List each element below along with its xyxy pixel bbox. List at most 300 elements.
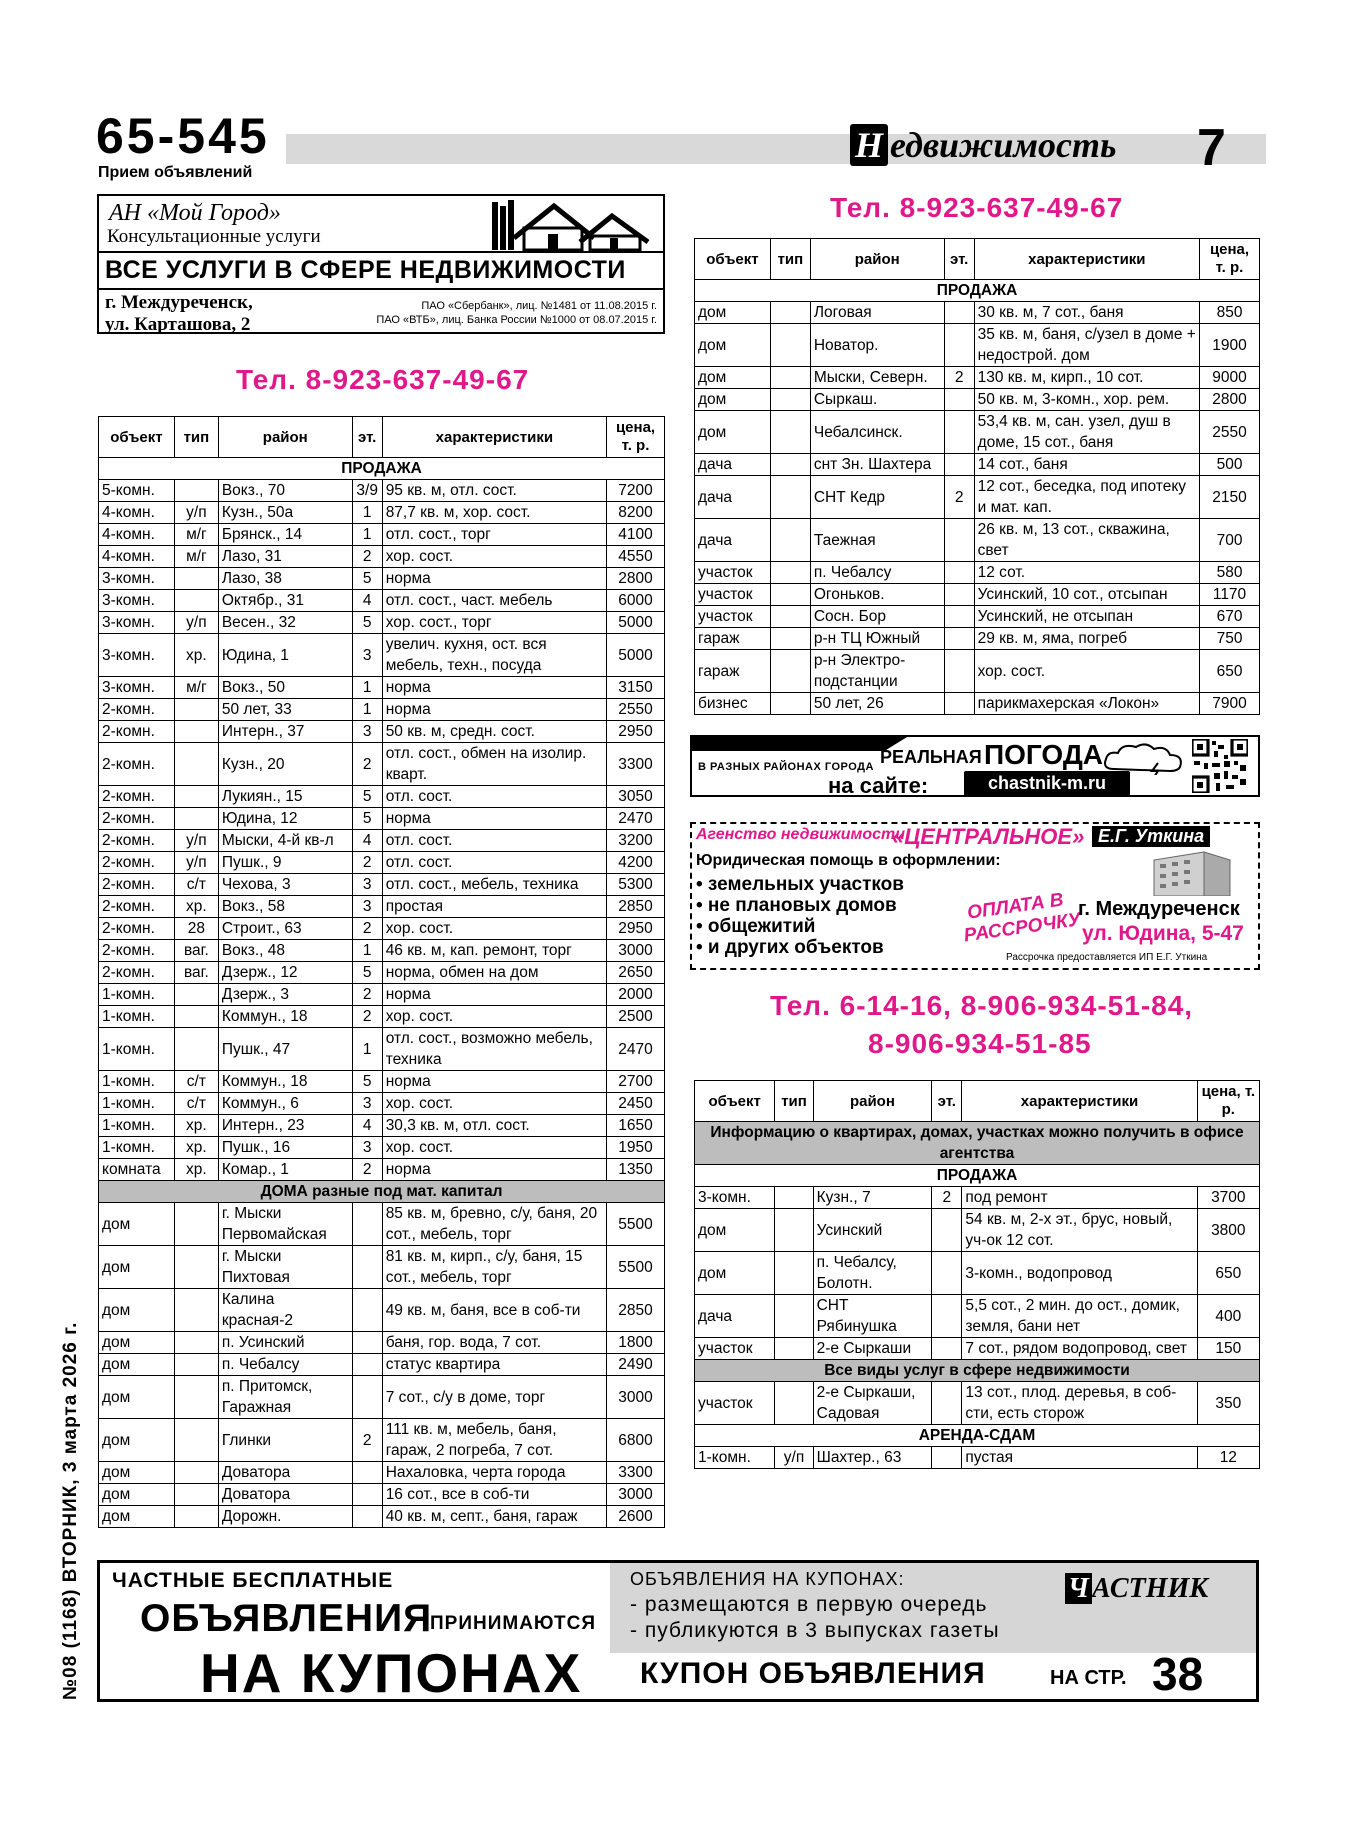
cell-floor xyxy=(944,324,974,367)
cell-floor xyxy=(352,1203,382,1246)
cell-floor xyxy=(352,1332,382,1354)
table-row xyxy=(99,852,665,874)
cell-object: дача xyxy=(695,454,771,476)
weather-banner[interactable] xyxy=(690,735,1260,797)
table-row xyxy=(99,874,665,896)
cell-floor xyxy=(944,693,974,715)
cell-price: 5000 xyxy=(607,612,665,634)
table-row xyxy=(695,693,1260,715)
cell-district: Мыски, Северн. xyxy=(810,367,944,389)
cell-chars: хор. сост. xyxy=(382,1137,606,1159)
table-row xyxy=(99,502,665,524)
cell-type: м/г xyxy=(174,524,218,546)
cell-district: р-н Электро-подстанции xyxy=(810,650,944,693)
cell-price: 150 xyxy=(1197,1338,1259,1360)
coupon-page-label: НА СТР. xyxy=(1050,1667,1127,1689)
cell-chars: 46 кв. м, кап. ремонт, торг xyxy=(382,940,606,962)
cell-district: Шахтер., 63 xyxy=(813,1447,932,1469)
cell-price: 2450 xyxy=(607,1093,665,1115)
table-header xyxy=(99,417,665,458)
right-listings-table xyxy=(694,238,1260,715)
cell-district: СНТ Кедр xyxy=(810,476,944,519)
cell-type xyxy=(174,1332,218,1354)
table-row xyxy=(99,1028,665,1071)
cell-object: участок xyxy=(695,562,771,584)
cell-price: 2550 xyxy=(1200,411,1260,454)
col-floor: эт. xyxy=(944,239,974,280)
table-row xyxy=(695,1447,1260,1469)
cell-chars: отл. сост., мебель, техника xyxy=(382,874,606,896)
cell-chars: отл. сост. xyxy=(382,830,606,852)
cell-floor: 3 xyxy=(352,634,382,677)
cell-type xyxy=(770,562,810,584)
cell-object: 2-комн. xyxy=(99,852,175,874)
header-bar xyxy=(286,134,1266,164)
cell-district: Чебалсинск. xyxy=(810,411,944,454)
coupon-free: ЧАСТНЫЕ БЕСПЛАТНЫЕ xyxy=(112,1569,394,1592)
table-row xyxy=(695,302,1260,324)
cell-chars: отл. сост., возможно мебель, техника xyxy=(382,1028,606,1071)
cell-price: 7900 xyxy=(1200,693,1260,715)
table-row xyxy=(695,454,1260,476)
cell-chars: 54 кв. м, 2-х эт., брус, новый, уч-ок 12 сот. xyxy=(962,1209,1197,1252)
cell-district: Интерн., 23 xyxy=(218,1115,352,1137)
table-row xyxy=(99,1332,665,1354)
cell-object: 1-комн. xyxy=(99,984,175,1006)
cell-chars: 12 сот., беседка, под ипотеку и мат. кап. xyxy=(974,476,1199,519)
cell-price: 2850 xyxy=(607,896,665,918)
table-row xyxy=(695,628,1260,650)
table-row xyxy=(99,568,665,590)
cell-floor: 4 xyxy=(352,590,382,612)
col-price: цена, т. р. xyxy=(1200,239,1260,280)
cell-price: 7200 xyxy=(607,480,665,502)
divider xyxy=(99,251,663,253)
cell-object: 3-комн. xyxy=(99,612,175,634)
cell-type xyxy=(770,628,810,650)
cell-price: 2700 xyxy=(607,1071,665,1093)
cell-floor xyxy=(944,606,974,628)
divider xyxy=(99,288,663,290)
table-row xyxy=(99,1246,665,1289)
cell-district: 2-е Сыркаши xyxy=(813,1338,932,1360)
cell-object: дом xyxy=(695,324,771,367)
header-phone-caption: Прием объявлений xyxy=(98,164,253,181)
col-price: цена, т. р. xyxy=(1197,1081,1259,1122)
table-row xyxy=(99,590,665,612)
cell-district: Весен., 32 xyxy=(218,612,352,634)
cell-chars: пустая xyxy=(962,1447,1197,1469)
cell-district: Октябр., 31 xyxy=(218,590,352,612)
cell-object: 2-комн. xyxy=(99,896,175,918)
cell-object: участок xyxy=(695,1382,775,1425)
cell-type xyxy=(174,1462,218,1484)
cell-type: ваг. xyxy=(174,962,218,984)
cell-object: дом xyxy=(99,1246,175,1289)
table-row xyxy=(695,411,1260,454)
agency-ad xyxy=(97,194,665,334)
weather-small-text: В РАЗНЫХ РАЙОНАХ ГОРОДА xyxy=(698,761,874,773)
cell-price: 3700 xyxy=(1197,1187,1259,1209)
cell-type xyxy=(770,584,810,606)
cell-chars: 130 кв. м, кирп., 10 сот. xyxy=(974,367,1199,389)
cell-object: 2-комн. xyxy=(99,940,175,962)
cell-district: Доватора xyxy=(218,1484,352,1506)
table-row xyxy=(695,650,1260,693)
table-row xyxy=(99,1115,665,1137)
col-object: объект xyxy=(695,239,771,280)
table-row xyxy=(99,896,665,918)
cell-price: 5300 xyxy=(607,874,665,896)
cell-district: Вокз., 50 xyxy=(218,677,352,699)
cell-type xyxy=(770,519,810,562)
cell-district: п. Усинский xyxy=(218,1332,352,1354)
table-row xyxy=(695,1209,1260,1252)
cell-object: дом xyxy=(695,367,771,389)
cell-chars: 35 кв. м, баня, с/узел в доме + недострой. дом xyxy=(974,324,1199,367)
cell-object: гараж xyxy=(695,650,771,693)
agency-subtitle: Консультационные услуги xyxy=(107,226,321,247)
cell-chars: 50 кв. м, средн. сост. xyxy=(382,721,606,743)
cell-type xyxy=(775,1187,813,1209)
table-row xyxy=(695,1382,1260,1425)
cell-chars: 49 кв. м, баня, все в соб-ти xyxy=(382,1289,606,1332)
cell-chars: простая xyxy=(382,896,606,918)
cell-district: п. Притомск, Гаражная xyxy=(218,1376,352,1419)
cell-price: 700 xyxy=(1200,519,1260,562)
cell-type xyxy=(775,1382,813,1425)
cell-price: 2650 xyxy=(607,962,665,984)
table-row xyxy=(99,918,665,940)
houses-icon xyxy=(484,198,654,252)
cell-object: 1-комн. xyxy=(99,1028,175,1071)
cell-type: хр. xyxy=(174,896,218,918)
cell-floor: 2 xyxy=(944,476,974,519)
cell-chars: хор. сост., торг xyxy=(382,612,606,634)
cell-price: 9000 xyxy=(1200,367,1260,389)
table-row xyxy=(695,1187,1260,1209)
table-row xyxy=(99,830,665,852)
cell-floor: 1 xyxy=(352,1028,382,1071)
cell-district: Кузн., 7 xyxy=(813,1187,932,1209)
cell-type: м/г xyxy=(174,677,218,699)
col-chars: характеристики xyxy=(382,417,606,458)
cell-floor: 1 xyxy=(352,677,382,699)
cell-object: 1-комн. xyxy=(99,1006,175,1028)
central-address: ул. Юдина, 5-47 xyxy=(1082,922,1244,945)
cell-price: 650 xyxy=(1197,1252,1259,1295)
cell-object: дом xyxy=(695,302,771,324)
cell-price: 1350 xyxy=(607,1159,665,1181)
weather-site-link[interactable]: chastnik-m.ru xyxy=(964,771,1130,796)
coupon-page-number: 38 xyxy=(1152,1648,1204,1700)
central-note: Рассрочка предоставляется ИП Е.Г. Уткина xyxy=(1006,952,1208,963)
cell-chars: 13 сот., плод. деревья, в соб-сти, есть сторож xyxy=(962,1382,1197,1425)
cell-chars: норма xyxy=(382,1159,606,1181)
list-item: • земельных участков xyxy=(696,874,904,895)
cell-chars: Усинский, не отсыпан xyxy=(974,606,1199,628)
table-row xyxy=(99,1376,665,1419)
cell-floor xyxy=(944,411,974,454)
agency-headline: ВСЕ УСЛУГИ В СФЕРЕ НЕДВИЖИМОСТИ xyxy=(105,256,626,284)
cell-district: Комар., 1 xyxy=(218,1159,352,1181)
cell-district: Лазо, 38 xyxy=(218,568,352,590)
table-row xyxy=(99,808,665,830)
cell-floor: 5 xyxy=(352,786,382,808)
table-row xyxy=(695,324,1260,367)
cell-district: Кузн., 50а xyxy=(218,502,352,524)
cell-floor: 2 xyxy=(352,743,382,786)
cell-floor xyxy=(932,1209,962,1252)
cell-price: 8200 xyxy=(607,502,665,524)
cell-type: у/п xyxy=(775,1447,813,1469)
cell-price: 500 xyxy=(1200,454,1260,476)
cell-district: Усинский xyxy=(813,1209,932,1252)
table-row xyxy=(99,1462,665,1484)
col-type: тип xyxy=(770,239,810,280)
cell-chars: 87,7 кв. м, хор. сост. xyxy=(382,502,606,524)
cell-floor xyxy=(944,519,974,562)
section-label: АРЕНДА-СДАМ xyxy=(695,1425,1260,1447)
table-row xyxy=(99,1289,665,1332)
cell-district: Дзерж., 12 xyxy=(218,962,352,984)
cell-price: 2600 xyxy=(607,1506,665,1528)
cell-district: Пушк., 47 xyxy=(218,1028,352,1071)
cell-district: Строит., 63 xyxy=(218,918,352,940)
cell-district: Калина красная-2 xyxy=(218,1289,352,1332)
cell-object: дом xyxy=(99,1376,175,1419)
cell-chars: 111 кв. м, мебель, баня, гараж, 2 погреба, 7 сот. xyxy=(382,1419,606,1462)
cell-object: 4-комн. xyxy=(99,524,175,546)
header-phone: 65-545 xyxy=(96,108,270,164)
cell-district: Коммун., 18 xyxy=(218,1006,352,1028)
cell-price: 350 xyxy=(1197,1382,1259,1425)
cell-district: Пушк., 9 xyxy=(218,852,352,874)
cell-price: 3300 xyxy=(607,1462,665,1484)
cell-chars: статус квартира xyxy=(382,1354,606,1376)
cell-type: с/т xyxy=(174,1071,218,1093)
table-header xyxy=(695,1081,1260,1122)
cell-object: дом xyxy=(99,1332,175,1354)
cell-chars: 30 кв. м, 7 сот., баня xyxy=(974,302,1199,324)
cell-type: м/г xyxy=(174,546,218,568)
cell-district: Вокз., 48 xyxy=(218,940,352,962)
col-type: тип xyxy=(775,1081,813,1122)
cell-chars: хор. сост. xyxy=(382,918,606,940)
cell-district: 50 лет, 33 xyxy=(218,699,352,721)
cell-type: с/т xyxy=(174,874,218,896)
table-section-row xyxy=(695,1425,1260,1447)
cell-object: 1-комн. xyxy=(695,1447,775,1469)
cell-price: 2470 xyxy=(607,1028,665,1071)
cell-type xyxy=(174,590,218,612)
table-row xyxy=(99,546,665,568)
cell-object: 2-комн. xyxy=(99,743,175,786)
table-row xyxy=(99,1419,665,1462)
col-price: цена, т. р. xyxy=(607,417,665,458)
cell-chars: 29 кв. м, яма, погреб xyxy=(974,628,1199,650)
cell-object: дом xyxy=(99,1203,175,1246)
cell-object: комната xyxy=(99,1159,175,1181)
central-title-1: Агенство недвижимости xyxy=(696,826,906,843)
cell-price: 1170 xyxy=(1200,584,1260,606)
cell-price: 3000 xyxy=(607,1376,665,1419)
table-row xyxy=(695,1295,1260,1338)
agency-license-2: ПАО «ВТБ», лиц. Банка России №1000 от 08.07.2015 г. xyxy=(376,314,657,326)
cell-floor: 4 xyxy=(352,830,382,852)
cell-chars: увелич. кухня, ост. вся мебель, техн., посуда xyxy=(382,634,606,677)
cell-district: г. Мыски Пихтовая xyxy=(218,1246,352,1289)
section-label: ПРОДАЖА xyxy=(99,458,665,480)
table-row xyxy=(99,480,665,502)
table-row xyxy=(99,1159,665,1181)
agency-name: АН «Мой Город» xyxy=(109,200,281,226)
cell-price: 2950 xyxy=(607,918,665,940)
central-city: г. Междуреченск xyxy=(1078,898,1240,920)
agency-street: ул. Карташова, 2 xyxy=(105,314,251,335)
cell-type: хр. xyxy=(174,1115,218,1137)
cell-type xyxy=(174,1246,218,1289)
cell-object: 3-комн. xyxy=(99,568,175,590)
cell-type: хр. xyxy=(174,634,218,677)
cell-price: 5500 xyxy=(607,1203,665,1246)
table-row xyxy=(99,1071,665,1093)
logo-initial: Ч xyxy=(1065,1573,1092,1604)
cell-floor: 3/9 xyxy=(352,480,382,502)
cell-object: 1-комн. xyxy=(99,1137,175,1159)
cell-price: 1800 xyxy=(607,1332,665,1354)
cell-chars: 50 кв. м, 3-комн., хор. рем. xyxy=(974,389,1199,411)
cell-floor: 5 xyxy=(352,808,382,830)
central-phone-2: 8-906-934-51-85 xyxy=(868,1028,1092,1059)
cell-chars: 12 сот. xyxy=(974,562,1199,584)
cell-object: дача xyxy=(695,1295,775,1338)
cell-price: 2490 xyxy=(607,1354,665,1376)
cell-price: 850 xyxy=(1200,302,1260,324)
coupon-info-line-2: - публикуются в 3 выпусках газеты xyxy=(630,1619,1000,1642)
cell-type: ваг. xyxy=(174,940,218,962)
table-row xyxy=(99,699,665,721)
table-section-row xyxy=(99,458,665,480)
cell-type xyxy=(174,1354,218,1376)
cell-district: п. Чебалсу xyxy=(810,562,944,584)
cell-price: 5500 xyxy=(607,1246,665,1289)
cell-object: 3-комн. xyxy=(99,590,175,612)
cell-type xyxy=(775,1338,813,1360)
cell-district: р-н ТЦ Южный xyxy=(810,628,944,650)
qr-code-icon xyxy=(1192,739,1248,793)
cell-object: 2-комн. xyxy=(99,721,175,743)
cell-price: 2800 xyxy=(1200,389,1260,411)
cell-price: 2150 xyxy=(1200,476,1260,519)
cell-district: Новатор. xyxy=(810,324,944,367)
cell-floor xyxy=(944,584,974,606)
table-row xyxy=(99,1506,665,1528)
central-installment: ОПЛАТА В РАССРОЧКУ xyxy=(962,889,1082,947)
table-row xyxy=(695,1252,1260,1295)
cell-chars: 16 сот., все в соб-ти xyxy=(382,1484,606,1506)
cell-floor: 5 xyxy=(352,568,382,590)
cell-district: Огоньков. xyxy=(810,584,944,606)
cell-chars: 30,3 кв. м, отл. сост. xyxy=(382,1115,606,1137)
cell-type xyxy=(770,476,810,519)
list-item: • не плановых домов xyxy=(696,895,897,916)
cell-chars: отл. сост. xyxy=(382,786,606,808)
coupon-info-head: ОБЪЯВЛЕНИЯ НА КУПОНАХ: xyxy=(630,1569,905,1589)
cell-object: 1-комн. xyxy=(99,1071,175,1093)
table-row xyxy=(99,612,665,634)
cell-floor: 1 xyxy=(352,502,382,524)
table-row xyxy=(99,1093,665,1115)
cell-type: у/п xyxy=(174,612,218,634)
cell-chars: 7 сот., с/у в доме, торг xyxy=(382,1376,606,1419)
left-listings-table xyxy=(98,416,665,1528)
cell-object: 2-комн. xyxy=(99,962,175,984)
cell-floor xyxy=(352,1506,382,1528)
cell-price: 580 xyxy=(1200,562,1260,584)
cell-object: дом xyxy=(99,1506,175,1528)
cell-floor: 2 xyxy=(352,852,382,874)
left-phone: Тел. 8-923-637-49-67 xyxy=(236,364,530,395)
col-chars: характеристики xyxy=(962,1081,1197,1122)
cell-object: дом xyxy=(99,1289,175,1332)
cell-type xyxy=(174,1419,218,1462)
cell-price: 6000 xyxy=(607,590,665,612)
table-section-row xyxy=(695,280,1260,302)
right-phone: Тел. 8-923-637-49-67 xyxy=(830,192,1124,223)
cloud-icon xyxy=(1100,741,1186,775)
cell-price: 650 xyxy=(1200,650,1260,693)
cell-chars: норма xyxy=(382,677,606,699)
cell-object: 3-комн. xyxy=(99,634,175,677)
cell-price: 2950 xyxy=(607,721,665,743)
cell-floor xyxy=(932,1382,962,1425)
cell-floor: 1 xyxy=(352,524,382,546)
cell-object: дом xyxy=(695,1252,775,1295)
cell-district: Вокз., 70 xyxy=(218,480,352,502)
cell-chars: отл. сост. xyxy=(382,852,606,874)
table-row xyxy=(695,519,1260,562)
cell-type xyxy=(770,606,810,628)
coupon-info-line-1: - размещаются в первую очередь xyxy=(630,1593,988,1616)
cell-price: 2550 xyxy=(607,699,665,721)
cell-type xyxy=(174,1484,218,1506)
cell-district: Кузн., 20 xyxy=(218,743,352,786)
central-title-2: «ЦЕНТРАЛЬНОЕ» xyxy=(892,824,1085,849)
col-district: район xyxy=(810,239,944,280)
cell-type xyxy=(770,302,810,324)
cell-type: у/п xyxy=(174,852,218,874)
table-section-row xyxy=(99,1181,665,1203)
table-row xyxy=(99,634,665,677)
cell-type xyxy=(174,568,218,590)
cell-price: 3000 xyxy=(607,1484,665,1506)
cell-price: 400 xyxy=(1197,1295,1259,1338)
table-row xyxy=(99,786,665,808)
cell-chars: норма xyxy=(382,808,606,830)
cell-district: Логовая xyxy=(810,302,944,324)
cell-chars: 85 кв. м, бревно, с/у, баня, 20 сот., мебель, торг xyxy=(382,1203,606,1246)
cell-type xyxy=(770,389,810,411)
cell-chars: 7 сот., рядом водопровод, свет xyxy=(962,1338,1197,1360)
table-row xyxy=(695,367,1260,389)
cell-chars: хор. сост. xyxy=(974,650,1199,693)
cell-chars: норма, обмен на дом xyxy=(382,962,606,984)
cell-object: дом xyxy=(695,411,771,454)
col-district: район xyxy=(813,1081,932,1122)
cell-floor: 2 xyxy=(352,918,382,940)
cell-type: у/п xyxy=(174,502,218,524)
